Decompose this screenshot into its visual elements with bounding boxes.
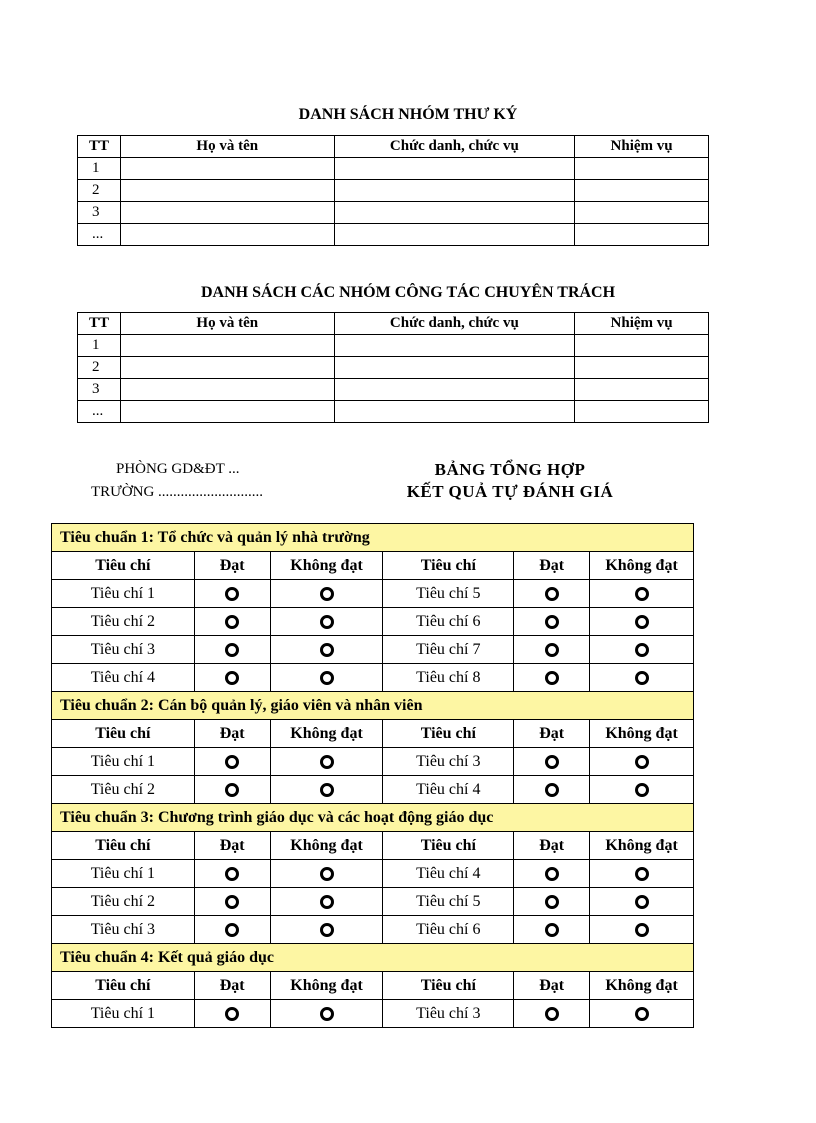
col-header-criterion: Tiêu chí	[52, 552, 195, 580]
pass-radio-icon[interactable]	[545, 587, 559, 601]
fail-radio-cell	[590, 916, 694, 944]
row-number: 1	[78, 335, 121, 357]
fail-radio-icon[interactable]	[320, 895, 334, 909]
criterion-label: Tiêu chí 6	[383, 608, 514, 636]
criterion-label: Tiêu chí 5	[383, 580, 514, 608]
pass-radio-icon[interactable]	[225, 643, 239, 657]
pass-radio-cell	[514, 916, 590, 944]
fail-radio-icon[interactable]	[320, 923, 334, 937]
criteria-header-row	[52, 720, 694, 748]
criteria-row	[52, 748, 694, 776]
pass-radio-cell	[514, 608, 590, 636]
criterion-label: Tiêu chí 3	[52, 916, 195, 944]
secretary-group-table	[77, 135, 709, 246]
standard-row	[52, 692, 694, 720]
table-row	[78, 357, 709, 379]
criterion-label: Tiêu chí 6	[383, 916, 514, 944]
criteria-row	[52, 776, 694, 804]
fail-radio-cell	[270, 664, 383, 692]
fail-radio-icon[interactable]	[635, 923, 649, 937]
pass-radio-cell	[194, 608, 270, 636]
table-header-row	[78, 136, 709, 158]
criteria-row	[52, 636, 694, 664]
table-header-row	[78, 313, 709, 335]
table-row	[78, 224, 709, 246]
criterion-label: Tiêu chí 1	[52, 860, 195, 888]
fail-radio-cell	[270, 860, 383, 888]
fail-radio-cell	[590, 860, 694, 888]
col-header-criterion: Tiêu chí	[52, 720, 195, 748]
fail-radio-cell	[270, 916, 383, 944]
fail-radio-cell	[270, 580, 383, 608]
standard-row	[52, 944, 694, 972]
col-header-fail: Không đạt	[590, 832, 694, 860]
fail-radio-icon[interactable]	[320, 783, 334, 797]
row-number: ...	[78, 224, 121, 246]
criterion-label: Tiêu chí 2	[52, 888, 195, 916]
criterion-label: Tiêu chí 1	[52, 1000, 195, 1028]
pass-radio-icon[interactable]	[225, 755, 239, 769]
pass-radio-cell	[194, 748, 270, 776]
criteria-header-row	[52, 552, 694, 580]
criteria-row	[52, 860, 694, 888]
pass-radio-icon[interactable]	[225, 895, 239, 909]
pass-radio-cell	[194, 580, 270, 608]
pass-radio-cell	[514, 776, 590, 804]
fail-radio-icon[interactable]	[320, 671, 334, 685]
fail-radio-cell	[270, 1000, 383, 1028]
table-row	[78, 202, 709, 224]
fail-radio-icon[interactable]	[635, 643, 649, 657]
row-number: 3	[78, 379, 121, 401]
evaluation-table	[51, 523, 694, 1028]
criterion-label: Tiêu chí 3	[52, 636, 195, 664]
criteria-header-row	[52, 832, 694, 860]
criteria-row	[52, 608, 694, 636]
fail-radio-cell	[590, 580, 694, 608]
col-header-pass: Đạt	[194, 720, 270, 748]
fail-radio-icon[interactable]	[320, 867, 334, 881]
criteria-row	[52, 664, 694, 692]
fail-radio-cell	[590, 748, 694, 776]
pass-radio-icon[interactable]	[225, 671, 239, 685]
pass-radio-icon[interactable]	[545, 923, 559, 937]
fail-radio-cell	[590, 608, 694, 636]
col-header-title: Chức danh, chức vụ	[334, 313, 575, 335]
pass-radio-cell	[514, 860, 590, 888]
fail-radio-icon[interactable]	[635, 867, 649, 881]
criterion-label: Tiêu chí 4	[52, 664, 195, 692]
col-header-pass: Đạt	[194, 972, 270, 1000]
standard-row	[52, 804, 694, 832]
task-groups-title: DANH SÁCH CÁC NHÓM CÔNG TÁC CHUYÊN TRÁCH	[200, 284, 616, 301]
standard-title: Tiêu chuẩn 2: Cán bộ quản lý, giáo viên và nhân viên	[52, 692, 694, 720]
col-header-criterion: Tiêu chí	[383, 720, 514, 748]
pass-radio-cell	[514, 636, 590, 664]
pass-radio-cell	[194, 1000, 270, 1028]
criterion-label: Tiêu chí 3	[383, 748, 514, 776]
table-row	[78, 335, 709, 357]
col-header-title: Chức danh, chức vụ	[334, 136, 575, 158]
criteria-row	[52, 888, 694, 916]
criterion-label: Tiêu chí 1	[52, 580, 195, 608]
pass-radio-icon[interactable]	[545, 895, 559, 909]
col-header-pass: Đạt	[514, 552, 590, 580]
pass-radio-cell	[514, 580, 590, 608]
table-row	[78, 379, 709, 401]
pass-radio-icon[interactable]	[545, 643, 559, 657]
fail-radio-cell	[590, 636, 694, 664]
pass-radio-cell	[194, 636, 270, 664]
col-header-fail: Không đạt	[270, 972, 383, 1000]
secretary-group-title: DANH SÁCH NHÓM THƯ KÝ	[298, 106, 518, 123]
table-row	[78, 180, 709, 202]
table-row	[78, 158, 709, 180]
col-header-criterion: Tiêu chí	[52, 972, 195, 1000]
col-header-fail: Không đạt	[270, 720, 383, 748]
col-header-name: Họ và tên	[120, 136, 334, 158]
col-header-criterion: Tiêu chí	[383, 972, 514, 1000]
pass-radio-cell	[194, 888, 270, 916]
summary-title-line1: BẢNG TỔNG HỢP	[434, 460, 586, 479]
col-header-criterion: Tiêu chí	[383, 832, 514, 860]
fail-radio-cell	[270, 888, 383, 916]
col-header-tt: TT	[78, 136, 121, 158]
fail-radio-cell	[270, 776, 383, 804]
col-header-criterion: Tiêu chí	[383, 552, 514, 580]
criteria-row	[52, 916, 694, 944]
criteria-row	[52, 1000, 694, 1028]
pass-radio-cell	[514, 1000, 590, 1028]
table-row	[78, 401, 709, 423]
col-header-name: Họ và tên	[120, 313, 334, 335]
row-number: 3	[78, 202, 121, 224]
criteria-header-row	[52, 972, 694, 1000]
pass-radio-cell	[194, 776, 270, 804]
criterion-label: Tiêu chí 5	[383, 888, 514, 916]
pass-radio-icon[interactable]	[545, 783, 559, 797]
summary-title-line2: KẾT QUẢ TỰ ĐÁNH GIÁ	[406, 482, 614, 501]
fail-radio-icon[interactable]	[320, 615, 334, 629]
col-header-pass: Đạt	[194, 552, 270, 580]
criterion-label: Tiêu chí 3	[383, 1000, 514, 1028]
pass-radio-icon[interactable]	[225, 587, 239, 601]
col-header-pass: Đạt	[514, 720, 590, 748]
fail-radio-cell	[590, 1000, 694, 1028]
fail-radio-icon[interactable]	[635, 1007, 649, 1021]
row-number: 2	[78, 357, 121, 379]
fail-radio-icon[interactable]	[635, 671, 649, 685]
school-label: TRƯỜNG ............................	[91, 484, 264, 500]
col-header-fail: Không đạt	[270, 552, 383, 580]
fail-radio-icon[interactable]	[635, 895, 649, 909]
pass-radio-icon[interactable]	[545, 1007, 559, 1021]
fail-radio-cell	[270, 636, 383, 664]
pass-radio-icon[interactable]	[225, 615, 239, 629]
row-number: ...	[78, 401, 121, 423]
task-groups-table	[77, 312, 709, 423]
standard-title: Tiêu chuẩn 4: Kết quả giáo dục	[52, 944, 694, 972]
col-header-fail: Không đạt	[590, 720, 694, 748]
fail-radio-cell	[270, 608, 383, 636]
criterion-label: Tiêu chí 1	[52, 748, 195, 776]
col-header-task: Nhiệm vụ	[575, 313, 709, 335]
fail-radio-icon[interactable]	[320, 587, 334, 601]
fail-radio-icon[interactable]	[635, 783, 649, 797]
pass-radio-cell	[194, 664, 270, 692]
col-header-pass: Đạt	[514, 972, 590, 1000]
fail-radio-icon[interactable]	[320, 1007, 334, 1021]
pass-radio-cell	[514, 664, 590, 692]
row-number: 1	[78, 158, 121, 180]
pass-radio-icon[interactable]	[545, 615, 559, 629]
pass-radio-cell	[514, 748, 590, 776]
department-label: PHÒNG GD&ĐT ...	[116, 461, 240, 477]
pass-radio-icon[interactable]	[225, 1007, 239, 1021]
criterion-label: Tiêu chí 7	[383, 636, 514, 664]
criterion-label: Tiêu chí 2	[52, 776, 195, 804]
fail-radio-icon[interactable]	[635, 755, 649, 769]
pass-radio-cell	[194, 916, 270, 944]
col-header-criterion: Tiêu chí	[52, 832, 195, 860]
fail-radio-icon[interactable]	[635, 587, 649, 601]
criterion-label: Tiêu chí 2	[52, 608, 195, 636]
pass-radio-icon[interactable]	[545, 671, 559, 685]
fail-radio-cell	[590, 776, 694, 804]
pass-radio-icon[interactable]	[545, 755, 559, 769]
fail-radio-cell	[590, 888, 694, 916]
criterion-label: Tiêu chí 4	[383, 860, 514, 888]
standard-title: Tiêu chuẩn 1: Tổ chức và quản lý nhà trường	[52, 524, 694, 552]
col-header-task: Nhiệm vụ	[575, 136, 709, 158]
criteria-row	[52, 580, 694, 608]
fail-radio-cell	[270, 748, 383, 776]
col-header-fail: Không đạt	[590, 972, 694, 1000]
col-header-fail: Không đạt	[590, 552, 694, 580]
pass-radio-icon[interactable]	[225, 783, 239, 797]
pass-radio-icon[interactable]	[225, 867, 239, 881]
fail-radio-cell	[590, 664, 694, 692]
pass-radio-icon[interactable]	[225, 923, 239, 937]
criterion-label: Tiêu chí 4	[383, 776, 514, 804]
col-header-tt: TT	[78, 313, 121, 335]
standard-row	[52, 524, 694, 552]
pass-radio-icon[interactable]	[545, 867, 559, 881]
pass-radio-cell	[514, 888, 590, 916]
col-header-pass: Đạt	[514, 832, 590, 860]
fail-radio-icon[interactable]	[635, 615, 649, 629]
standard-title: Tiêu chuẩn 3: Chương trình giáo dục và các hoạt động giáo dục	[52, 804, 694, 832]
row-number: 2	[78, 180, 121, 202]
col-header-pass: Đạt	[194, 832, 270, 860]
criterion-label: Tiêu chí 8	[383, 664, 514, 692]
col-header-fail: Không đạt	[270, 832, 383, 860]
fail-radio-icon[interactable]	[320, 643, 334, 657]
fail-radio-icon[interactable]	[320, 755, 334, 769]
pass-radio-cell	[194, 860, 270, 888]
